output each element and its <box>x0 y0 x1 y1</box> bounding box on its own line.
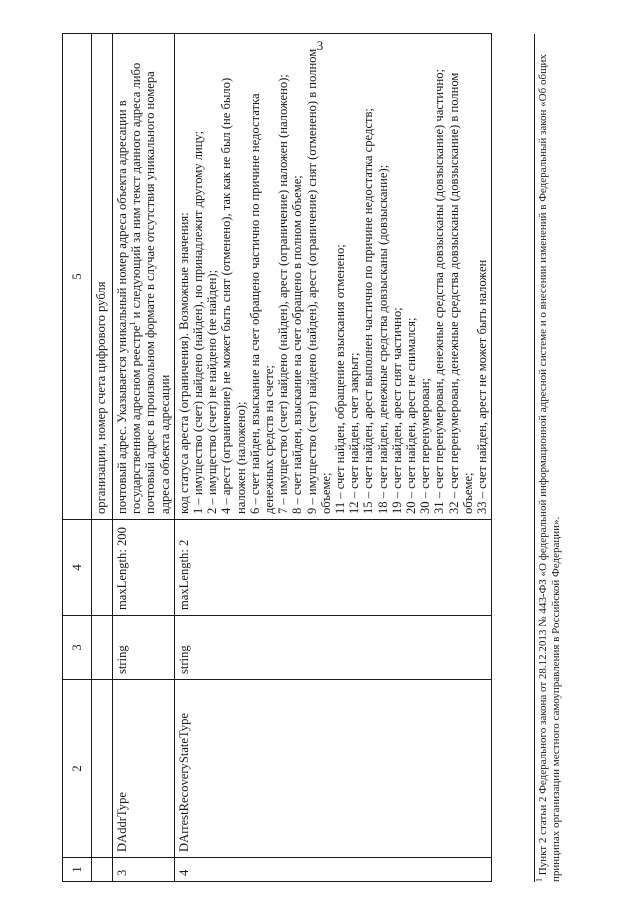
row3-name: DAddrType <box>113 680 175 858</box>
continuation-text: организации, номер счета цифрового рубля <box>92 34 113 520</box>
header-col-5: 5 <box>63 34 92 520</box>
row3-type: string <box>113 616 175 680</box>
row4-line: 12 – счет найден, счет закрыт; <box>347 352 362 514</box>
row3-desc-after: и следующий за ним текст данного адреса либо почтовый адрес в произвольном формате в случае отсутствия уникального номера адреса объекта адресации <box>129 62 172 514</box>
row4-line: 1 – имущество (счет) найдено (найден), но принадлежит другому лицу; <box>191 130 206 514</box>
row4-type: string <box>174 616 491 680</box>
continuation-row <box>92 34 113 882</box>
row4-line: 19 – счет найден, арест снят частично; <box>389 307 404 514</box>
table-row-4 <box>174 34 491 882</box>
row3-number: 3 <box>113 858 175 882</box>
continuation-cell-3 <box>92 616 113 680</box>
row3-description <box>113 34 175 520</box>
row4-line: 20 – счет найден, арест не снимался; <box>404 317 419 514</box>
table-header-row <box>63 34 92 882</box>
header-col-4: 4 <box>63 520 92 616</box>
row4-line: 2 – имущество (счет) не найдено (не найден); <box>205 269 220 514</box>
footnote-marker: 1 <box>534 878 544 882</box>
row4-line: 11 – счет найден, обращение взыскания отменено; <box>333 244 348 514</box>
row4-line: 6 – счет найден, взыскание на счет обращено частично по причине недостатка денежных средств на счете; <box>247 93 277 514</box>
row4-number: 4 <box>174 858 491 882</box>
header-col-2: 2 <box>63 680 92 858</box>
row4-line: код статуса ареста (ограничения). Возможные значения: <box>176 212 191 514</box>
row4-line: 15 – счет найден, арест выполнен частично по причине недостатка средств; <box>361 108 376 514</box>
row4-line: 32 – счет перенумерован, денежные средства довзысканы (довзыскание) в полном объеме; <box>446 72 475 514</box>
row4-line: 33 – счет найден, арест не может быть наложен <box>475 259 490 514</box>
row4-line: 31 – счет перенумерован, денежные средства довзысканы (довзыскание) частично; <box>432 68 447 514</box>
continuation-cell-4 <box>92 520 113 616</box>
continuation-cell-1 <box>92 858 113 882</box>
row4-line: 30 – счет перенумерован; <box>418 378 433 514</box>
row4-name: DArrestRecoveryStateType <box>174 680 491 858</box>
footnote <box>534 34 562 882</box>
row4-line: 9 – имущество (счет) найдено (найден), арест (ограничение) снят (отменено) в полном объеме; <box>304 48 333 514</box>
row4-restriction: maxLength: 2 <box>174 520 491 616</box>
continuation-cell-2 <box>92 680 113 858</box>
rotated-page-content <box>62 34 582 882</box>
row4-line: 4 – арест (ограничение) не может быть снят (отменено), так как не был (не было) наложен (наложено); <box>219 77 248 514</box>
header-col-1: 1 <box>63 858 92 882</box>
data-table <box>62 33 492 882</box>
row4-description <box>174 34 491 520</box>
table-row-3 <box>113 34 175 882</box>
header-col-3: 3 <box>63 616 92 680</box>
row3-restriction: maxLength: 200 <box>113 520 175 616</box>
page-number: 3 <box>316 38 324 53</box>
footnote-text: Пункт 2 статьи 2 Федерального закона от 28.12.2013 № 443-ФЗ «О федеральной информационной адресной системе и о внесении изменений в Федеральный закон «Об общих принципах организации местного самоуправления в Российской Федерации». <box>537 54 562 882</box>
row4-line: 8 – счет найден, взыскание на счет обращено в полном объеме; <box>290 175 305 514</box>
row3-desc-before: почтовый адрес. Указывается уникальный номер адреса объекта адресации в государственном адресном реестре <box>115 100 144 514</box>
footnote-ref: 1 <box>128 321 138 326</box>
row4-line: 7 – имущество (счет) найдено (найден), арест (ограничение) наложен (наложено); <box>276 74 291 514</box>
row4-line: 18 – счет найден, денежные средства довзысканы (довзыскание); <box>375 164 390 514</box>
